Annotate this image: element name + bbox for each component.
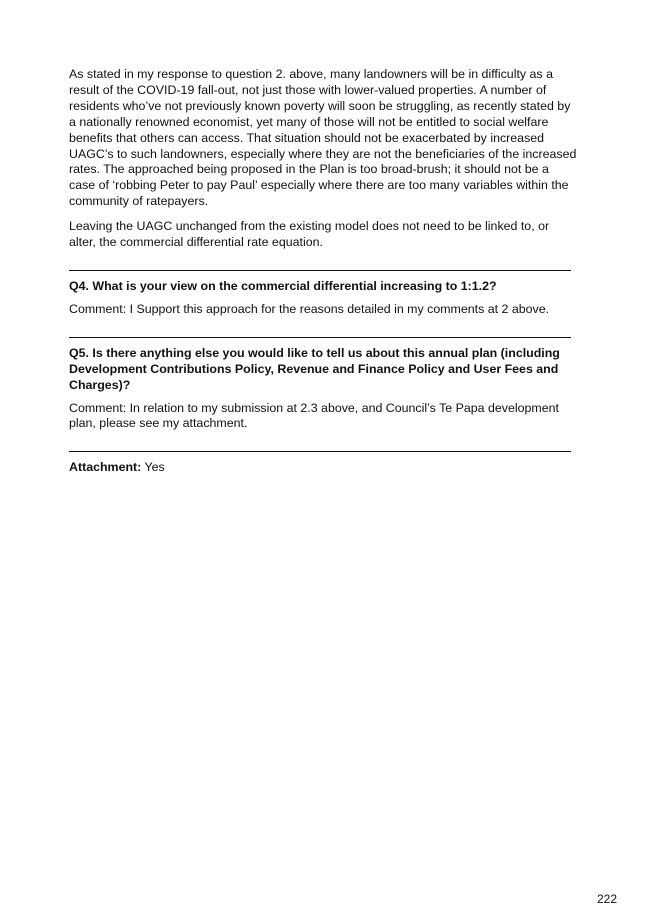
page-number: 222 — [596, 892, 617, 906]
section-divider — [69, 270, 571, 271]
body-paragraph-1: As stated in my response to question 2. above, many landowners will be in difficulty as a result of the COVID-19 fall-out, not just those with lower-valued properties. A number of residents who’ve not previously known poverty will soon be struggling, as recently stated by a nationally renowned economist, yet many of those will not be entitled to social welfare benefits that others can access. That situation should not be exacerbated by increased UAGC’s to such landowners, especially where they are not the beneficiaries of the increased rates. The approached being proposed in the Plan is too broad-brush; it should not be a case of ‘robbing Peter to pay Paul’ especially where there are too many variables within the community of ratepayers. — [69, 67, 577, 209]
q5-comment: Comment: In relation to my submission at 2.3 above, and Council’s Te Papa development plan, please see my attachment. — [69, 400, 559, 431]
document-content — [69, 67, 577, 476]
section-divider — [69, 451, 571, 452]
attachment-line — [69, 460, 577, 476]
body-paragraph-2: Leaving the UAGC unchanged from the existing model does not need to be linked to, or alter, the commercial differential rate equation. — [69, 219, 550, 250]
q4-comment: Comment: I Support this approach for the reasons detailed in my comments at 2 above. — [69, 301, 550, 316]
attachment-value: Yes — [144, 460, 165, 475]
section-divider — [69, 337, 571, 338]
q5-question: Q5. Is there anything else you would like to tell us about this annual plan (including Development Contributions Policy, Revenue and Finance Policy and User Fees and Charges)? — [69, 345, 560, 392]
q4-question: Q4. What is your view on the commercial differential increasing to 1:1.2? — [69, 278, 497, 293]
attachment-label: Attachment: — [69, 460, 142, 475]
